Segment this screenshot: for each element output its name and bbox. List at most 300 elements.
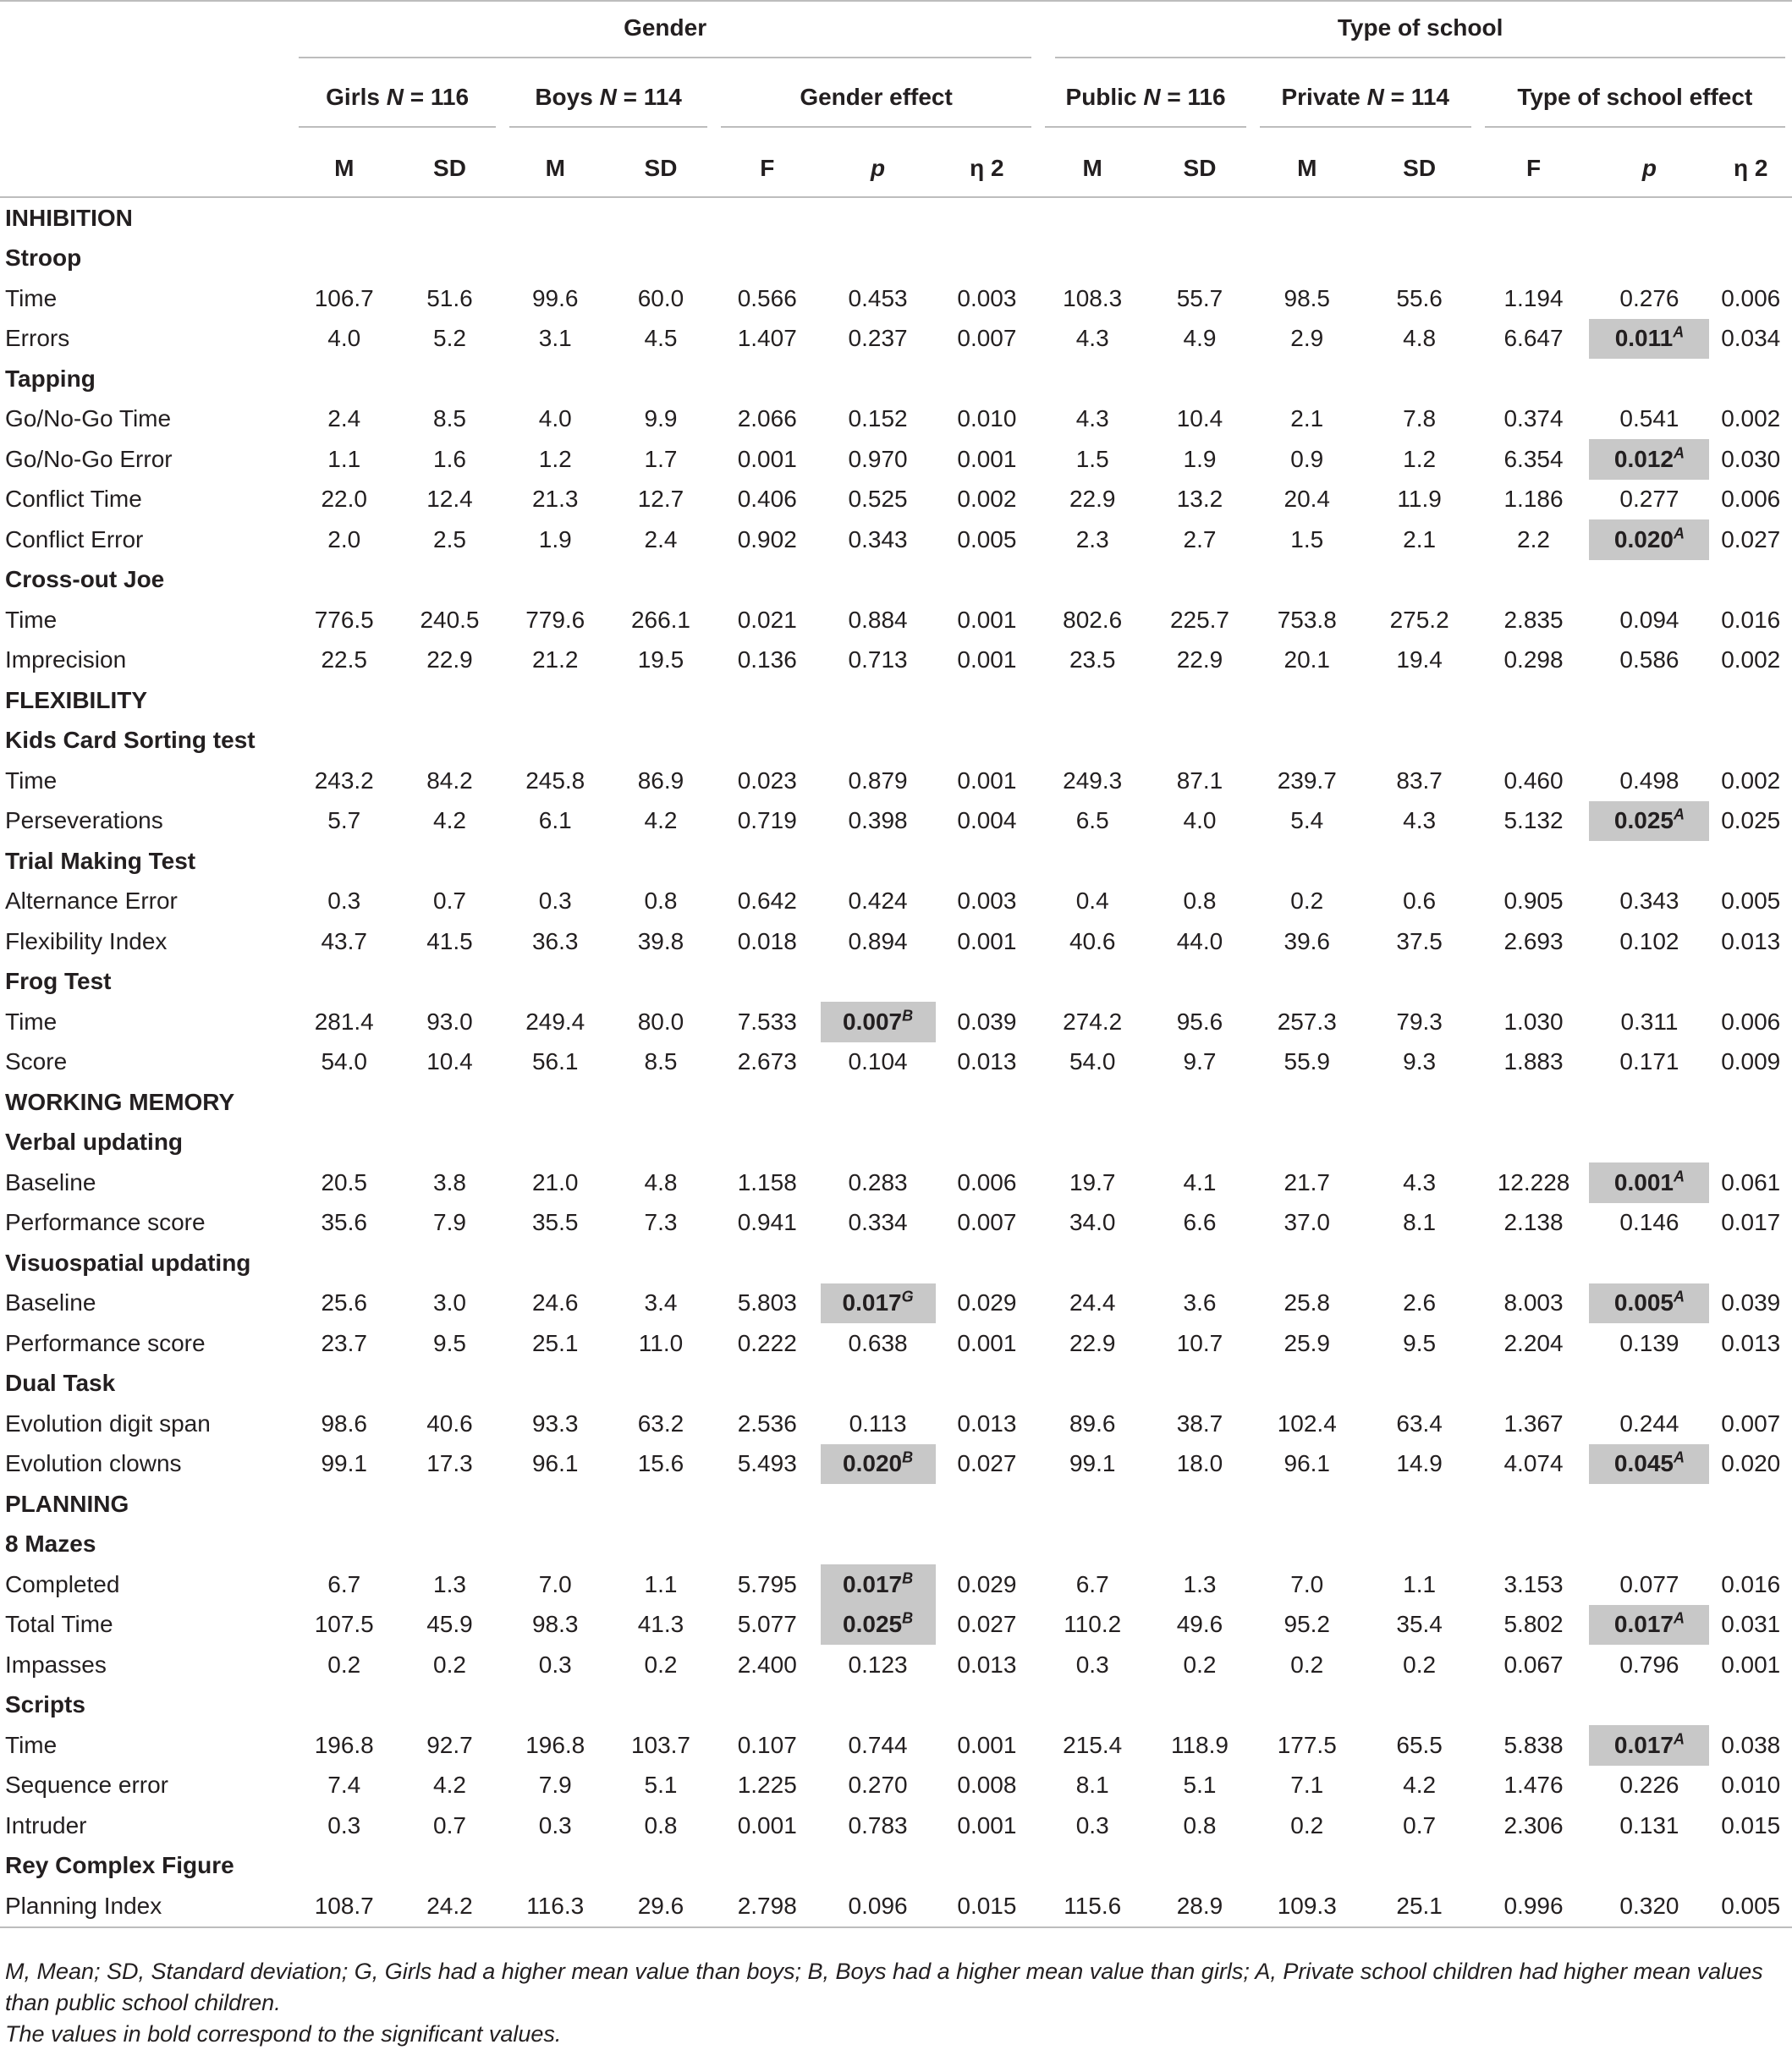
- table-row: [0, 439, 1792, 480]
- table-cell: 0.001: [957, 1811, 1017, 1838]
- table-cell: 8.5: [433, 405, 466, 432]
- table-cell: 99.1: [1069, 1450, 1116, 1477]
- subsection-row: [0, 1243, 1792, 1283]
- table-cell: 9.5: [433, 1329, 466, 1356]
- subsection-label: Visuospatial updating: [5, 1249, 251, 1276]
- table-cell: 21.0: [531, 1168, 579, 1195]
- table-cell: 0.2: [1183, 1651, 1217, 1678]
- table-cell: 20.4: [1284, 486, 1330, 513]
- table-cell: 23.7: [321, 1329, 367, 1356]
- table-cell: 0.018: [737, 927, 797, 954]
- cell-value: 0.001: [1613, 1168, 1674, 1195]
- significant-cell: [1589, 319, 1709, 360]
- table-cell: 3.0: [433, 1289, 466, 1316]
- table-row: [0, 600, 1792, 640]
- table-cell: 92.7: [426, 1731, 473, 1758]
- significant-cell: [1589, 1605, 1709, 1646]
- subgroup-header-row: [0, 71, 1792, 140]
- table-row: [0, 1042, 1792, 1083]
- table-cell: 0.222: [737, 1329, 797, 1356]
- table-cell: 19.4: [1396, 646, 1443, 673]
- significant-cell: [1589, 1283, 1709, 1324]
- table-cell: 0.001: [957, 767, 1017, 794]
- table-cell: 20.1: [1284, 646, 1330, 673]
- significance-marker: B: [902, 1569, 914, 1587]
- table-cell: 0.001: [957, 927, 1017, 954]
- table-cell: 0.4: [1075, 888, 1109, 915]
- table-cell: 0.107: [737, 1731, 797, 1758]
- table-cell: 0.023: [737, 767, 797, 794]
- table-cell: 0.123: [848, 1651, 908, 1678]
- table-cell: 0.029: [957, 1570, 1017, 1597]
- table-cell: 65.5: [1396, 1731, 1443, 1758]
- table-cell: 12.228: [1497, 1168, 1570, 1195]
- subsection-label: Stroop: [5, 245, 82, 272]
- row-label: Evolution digit span: [5, 1410, 211, 1437]
- table-cell: 1.1: [327, 445, 361, 472]
- table-cell: 0.879: [848, 767, 908, 794]
- table-cell: 7.0: [538, 1570, 572, 1597]
- table-cell: 43.7: [321, 927, 367, 954]
- table-cell: 84.2: [426, 767, 473, 794]
- col-header-4: F: [714, 140, 821, 197]
- subsection-row: [0, 1364, 1792, 1404]
- table-cell: 89.6: [1069, 1410, 1116, 1437]
- table-cell: 116.3: [503, 1886, 607, 1927]
- table-cell: 34.0: [1069, 1209, 1116, 1236]
- table-cell: 7.3: [644, 1209, 678, 1236]
- table-cell: 24.4: [1069, 1289, 1116, 1316]
- table-cell: 5.803: [737, 1289, 797, 1316]
- table-cell: 0.027: [957, 1611, 1017, 1638]
- table-cell: 0.006: [1721, 1008, 1781, 1035]
- table-cell: 0.013: [1721, 1329, 1781, 1356]
- table-cell: 95.2: [1284, 1611, 1330, 1638]
- table-cell: 0.001: [957, 1329, 1017, 1356]
- table-cell: 0.027: [1721, 525, 1781, 552]
- cell-value: 0.017: [843, 1570, 903, 1597]
- table-cell: 8.1: [1403, 1209, 1437, 1236]
- table-cell: 0.001: [957, 606, 1017, 633]
- table-cell: 13.2: [1176, 486, 1223, 513]
- table-cell: 0.077: [1619, 1570, 1679, 1597]
- table-cell: 8.5: [644, 1048, 678, 1075]
- table-cell: 86.9: [637, 767, 684, 794]
- table-cell: 4.3: [1403, 1168, 1437, 1195]
- table-cell: 4.0: [327, 325, 361, 352]
- table-row: [0, 480, 1792, 520]
- table-cell: 1.158: [737, 1168, 797, 1195]
- table-cell: 1.6: [433, 445, 466, 472]
- table-cell: 24.2: [397, 1886, 503, 1927]
- significance-marker: A: [1673, 444, 1685, 462]
- table-cell: 2.2: [1517, 525, 1550, 552]
- cell-value: 0.025: [1613, 807, 1674, 834]
- table-cell: 0.2: [1403, 1651, 1437, 1678]
- row-label: Alternance Error: [5, 888, 178, 915]
- section-label: INHIBITION: [5, 204, 133, 231]
- table-cell: 45.9: [426, 1611, 473, 1638]
- significant-cell: [821, 1564, 936, 1605]
- table-cell: 2.6: [1403, 1289, 1437, 1316]
- table-cell: 110.2: [1064, 1611, 1122, 1638]
- table-cell: 0.713: [848, 646, 908, 673]
- table-cell: 20.5: [321, 1168, 367, 1195]
- subsection-label: Scripts: [5, 1691, 85, 1718]
- table-cell: 0.8: [1183, 888, 1217, 915]
- table-cell: 80.0: [637, 1008, 684, 1035]
- gender-effect-header: Gender effect: [721, 84, 1031, 128]
- table-cell: 0.102: [1619, 927, 1679, 954]
- table-cell: 4.3: [1075, 405, 1109, 432]
- table-cell: 118.9: [1170, 1731, 1229, 1758]
- table-cell: 3.8: [433, 1168, 466, 1195]
- subsection-row: [0, 1123, 1792, 1163]
- table-cell: 40.6: [1069, 927, 1116, 954]
- table-cell: 19.7: [1069, 1168, 1116, 1195]
- significance-marker: A: [1673, 1168, 1685, 1185]
- table-cell: 25.9: [1284, 1329, 1330, 1356]
- group-header-row: [0, 1, 1792, 71]
- table-row: [0, 1404, 1792, 1444]
- table-cell: 0.139: [1619, 1329, 1679, 1356]
- table-cell: 1.9: [1183, 445, 1217, 472]
- significant-cell: [1589, 1725, 1709, 1766]
- table-cell: 0.061: [1721, 1168, 1781, 1195]
- table-cell: 0.283: [848, 1168, 908, 1195]
- table-cell: 0.007: [957, 325, 1017, 352]
- significant-cell: [821, 1283, 936, 1324]
- table-cell: 63.2: [637, 1410, 684, 1437]
- col-header-3: SD: [607, 140, 714, 197]
- table-cell: 2.4: [644, 525, 678, 552]
- table-cell: 7.0: [1290, 1570, 1324, 1597]
- table-cell: 22.0: [321, 486, 367, 513]
- table-cell: 11.0: [638, 1329, 684, 1356]
- table-cell: 38.7: [1176, 1410, 1223, 1437]
- table-cell: 28.9: [1146, 1886, 1253, 1927]
- significant-cell: [1589, 519, 1709, 560]
- table-cell: 0.001: [957, 1731, 1017, 1758]
- section-row: [0, 680, 1792, 721]
- table-cell: 0.2: [1290, 888, 1324, 915]
- table-cell: 0.276: [1619, 284, 1679, 311]
- table-cell: 10.4: [1176, 405, 1223, 432]
- table-cell: 39.6: [1284, 927, 1330, 954]
- table-cell: 1.5: [1075, 445, 1109, 472]
- table-cell: 39.8: [637, 927, 684, 954]
- table-cell: 2.536: [737, 1410, 797, 1437]
- subsection-row: [0, 239, 1792, 279]
- table-cell: 6.7: [1075, 1570, 1109, 1597]
- table-cell: 18.0: [1176, 1450, 1223, 1477]
- table-cell: 0.498: [1619, 767, 1679, 794]
- table-cell: 2.4: [327, 405, 361, 432]
- table-cell: 9.5: [1403, 1329, 1437, 1356]
- table-cell: 0.3: [538, 888, 572, 915]
- cell-value: 0.007: [843, 1008, 903, 1035]
- table-cell: 1.5: [1290, 525, 1324, 552]
- table-cell: 108.3: [1063, 284, 1123, 311]
- table-cell: 0.424: [848, 888, 908, 915]
- significant-cell: [821, 1605, 936, 1646]
- public-header: Public N = 116: [1045, 84, 1246, 128]
- table-cell: 5.132: [1503, 807, 1564, 834]
- col-header-7: M: [1038, 140, 1146, 197]
- row-label: Sequence error: [5, 1772, 169, 1799]
- table-cell: 0.3: [327, 888, 361, 915]
- table-cell: 0.009: [1721, 1048, 1781, 1075]
- table-cell: 4.074: [1503, 1450, 1564, 1477]
- table-cell: 4.2: [433, 1772, 466, 1799]
- table-cell: 0.113: [849, 1410, 907, 1437]
- table-cell: 22.9: [1176, 646, 1223, 673]
- table-cell: 274.2: [1063, 1008, 1123, 1035]
- row-label: Time: [5, 1731, 58, 1758]
- table-cell: 95.6: [1176, 1008, 1223, 1035]
- significance-marker: A: [1673, 1730, 1685, 1748]
- table-cell: 22.9: [1069, 1329, 1116, 1356]
- significance-marker: A: [1673, 323, 1685, 341]
- table-cell: 0.015: [1721, 1811, 1781, 1838]
- table-cell: 6.6: [1183, 1209, 1217, 1236]
- table-cell: 0.013: [957, 1410, 1017, 1437]
- table-cell: 9.3: [1403, 1048, 1437, 1075]
- table-cell: 1.7: [644, 445, 678, 472]
- table-cell: 239.7: [1277, 767, 1337, 794]
- table-cell: 96.1: [1284, 1450, 1330, 1477]
- table-cell: 25.1: [1361, 1886, 1478, 1927]
- row-label: Baseline: [5, 1168, 96, 1195]
- table-cell: 0.034: [1721, 325, 1781, 352]
- table-cell: 0.067: [1503, 1651, 1564, 1678]
- col-header-5: p: [821, 140, 936, 197]
- table-cell: 41.5: [426, 927, 473, 954]
- table-cell: 60.0: [637, 284, 684, 311]
- table-row: [0, 278, 1792, 319]
- table-cell: 55.6: [1396, 284, 1443, 311]
- subsection-label: Verbal updating: [5, 1129, 184, 1156]
- subsection-label: Rey Complex Figure: [5, 1852, 234, 1879]
- table-cell: 0.013: [1721, 927, 1781, 954]
- table-cell: 1.2: [538, 445, 572, 472]
- table-cell: 0.719: [737, 807, 797, 834]
- table-cell: 1.194: [1503, 284, 1564, 311]
- table-cell: 0.796: [1619, 1651, 1679, 1678]
- table-cell: 0.8: [644, 1811, 678, 1838]
- table-cell: 6.647: [1503, 325, 1564, 352]
- significant-cell: [821, 1002, 936, 1042]
- table-row: [0, 882, 1792, 922]
- table-cell: 0.017: [1721, 1209, 1781, 1236]
- table-cell: 0.311: [1620, 1008, 1679, 1035]
- cell-value: 0.017: [1613, 1731, 1674, 1758]
- table-cell: 25.6: [321, 1289, 367, 1316]
- table-cell: 4.8: [1403, 325, 1437, 352]
- table-cell: 56.1: [531, 1048, 579, 1075]
- table-cell: 0.146: [1619, 1209, 1679, 1236]
- col-header-1: SD: [397, 140, 503, 197]
- table-cell: 6.5: [1075, 807, 1109, 834]
- table-cell: 3.153: [1503, 1570, 1564, 1597]
- table-cell: 6.7: [327, 1570, 361, 1597]
- table-row: [0, 1162, 1792, 1203]
- cell-value: 0.025: [843, 1611, 903, 1638]
- table-cell: 0.3: [538, 1651, 572, 1678]
- table-cell: 0.031: [1721, 1611, 1781, 1638]
- table-cell: 8.003: [1503, 1289, 1564, 1316]
- table-cell: 0.094: [1619, 606, 1679, 633]
- table-cell: 12.4: [426, 486, 473, 513]
- table-cell: 1.407: [737, 325, 797, 352]
- table-cell: 177.5: [1277, 1731, 1337, 1758]
- table-cell: 0.226: [1619, 1772, 1679, 1799]
- table-cell: 0.334: [848, 1209, 908, 1236]
- table-cell: 0.001: [957, 646, 1017, 673]
- significance-marker: A: [1673, 525, 1685, 542]
- cell-value: 0.011: [1614, 325, 1674, 352]
- table-cell: 35.4: [1396, 1611, 1443, 1638]
- table-row: [0, 761, 1792, 801]
- table-cell: 0.030: [1721, 445, 1781, 472]
- table-cell: 0.884: [848, 606, 908, 633]
- table-row: [0, 1203, 1792, 1244]
- table-cell: 0.783: [848, 1811, 908, 1838]
- table-cell: 0.020: [1721, 1450, 1781, 1477]
- subsection-label: Frog Test: [5, 968, 112, 995]
- row-label: Imprecision: [5, 646, 127, 673]
- table-cell: 0.6: [1403, 888, 1437, 915]
- row-label: Total Time: [5, 1611, 113, 1638]
- table-cell: 275.2: [1389, 606, 1449, 633]
- table-cell: 0.004: [957, 807, 1017, 834]
- table-cell: 1.3: [1183, 1570, 1217, 1597]
- table-cell: 249.4: [525, 1008, 585, 1035]
- table-cell: 0.398: [848, 807, 908, 834]
- table-cell: 0.001: [737, 1811, 797, 1838]
- school-effect-header: Type of school effect: [1485, 84, 1785, 128]
- subsection-label: Cross-out Joe: [5, 566, 165, 593]
- table-cell: 0.894: [848, 927, 908, 954]
- table-cell: 35.5: [531, 1209, 579, 1236]
- significance-marker: A: [1673, 1448, 1685, 1466]
- subsection-row: [0, 1685, 1792, 1726]
- table-cell: 21.7: [1284, 1168, 1330, 1195]
- table-cell: 8.1: [1075, 1772, 1109, 1799]
- table-cell: 0.039: [957, 1008, 1017, 1035]
- cell-value: 0.045: [1613, 1450, 1674, 1477]
- table-cell: 1.883: [1503, 1048, 1564, 1075]
- table-cell: 107.5: [314, 1611, 374, 1638]
- table-cell: 98.3: [531, 1611, 579, 1638]
- table-cell: 54.0: [1069, 1048, 1116, 1075]
- table-cell: 2.204: [1503, 1329, 1564, 1356]
- subsection-label: Tapping: [5, 365, 96, 392]
- table-cell: 40.6: [426, 1410, 473, 1437]
- table-cell: 5.1: [1183, 1772, 1217, 1799]
- school-group-header: Type of school: [1055, 14, 1785, 58]
- table-cell: 37.5: [1396, 927, 1443, 954]
- table-cell: 4.2: [644, 807, 678, 834]
- table-cell: 41.3: [637, 1611, 684, 1638]
- cell-value: 0.017: [842, 1289, 902, 1316]
- section-row: [0, 1082, 1792, 1123]
- subsection-row: [0, 721, 1792, 761]
- row-label: Go/No-Go Time: [5, 405, 172, 432]
- table-row: [0, 640, 1792, 681]
- table-cell: 0.343: [848, 525, 908, 552]
- row-label: Time: [5, 606, 58, 633]
- col-header-8: SD: [1146, 140, 1253, 197]
- table-cell: 83.7: [1396, 767, 1443, 794]
- table-cell: 0.270: [848, 1772, 908, 1799]
- table-cell: 2.0: [327, 525, 361, 552]
- table-cell: 0.298: [1503, 646, 1564, 673]
- significance-marker: A: [1673, 1609, 1685, 1627]
- table-cell: 21.2: [531, 646, 579, 673]
- table-cell: 0.941: [737, 1209, 797, 1236]
- boys-header: Boys N = 114: [509, 84, 707, 128]
- table-row: [0, 399, 1792, 440]
- girls-header: Girls N = 116: [299, 84, 497, 128]
- table-cell: 0.406: [737, 486, 797, 513]
- table-cell: 25.1: [531, 1329, 579, 1356]
- column-header-row: [0, 140, 1792, 197]
- table-cell: 23.5: [1069, 646, 1116, 673]
- table-cell: 1.225: [737, 1772, 797, 1799]
- notes-bold-explanation: The values in bold correspond to the significant values.: [5, 2021, 562, 2047]
- table-cell: 215.4: [1063, 1731, 1123, 1758]
- table-cell: 0.525: [848, 486, 908, 513]
- table-cell: 0.2: [1290, 1651, 1324, 1678]
- table-cell: 0.021: [737, 606, 797, 633]
- table-row: [0, 921, 1792, 962]
- row-label: Conflict Time: [5, 486, 142, 513]
- table-cell: 9.7: [1183, 1048, 1217, 1075]
- cell-value: 0.012: [1613, 445, 1674, 472]
- table-cell: 0.8: [1183, 1811, 1217, 1838]
- table-cell: 3.1: [538, 325, 572, 352]
- table-cell: 106.7: [314, 284, 374, 311]
- row-label: Errors: [5, 325, 70, 352]
- table-cell: 0.006: [1721, 486, 1781, 513]
- table-cell: 79.3: [1396, 1008, 1443, 1035]
- table-cell: 93.3: [531, 1410, 579, 1437]
- table-cell: 4.2: [1403, 1772, 1437, 1799]
- subsection-row: [0, 841, 1792, 882]
- table-row: [0, 1645, 1792, 1685]
- row-label: Evolution clowns: [5, 1450, 182, 1477]
- table-row: [0, 1283, 1792, 1324]
- table-cell: 243.2: [314, 767, 374, 794]
- cell-value: 0.017: [1613, 1611, 1674, 1638]
- cell-value: 0.020: [843, 1450, 903, 1477]
- table-cell: 0.007: [1721, 1410, 1781, 1437]
- table-cell: 2.306: [1503, 1811, 1564, 1838]
- table-cell: 0.3: [538, 1811, 572, 1838]
- table-cell: 3.6: [1183, 1289, 1217, 1316]
- subsection-label: Kids Card Sorting test: [5, 727, 256, 754]
- table-cell: 0.096: [821, 1886, 936, 1927]
- col-header-13: η 2: [1709, 140, 1792, 197]
- section-label: WORKING MEMORY: [5, 1088, 235, 1115]
- table-cell: 753.8: [1277, 606, 1337, 633]
- table-cell: 0.7: [1403, 1811, 1437, 1838]
- table-cell: 2.1: [1290, 405, 1324, 432]
- table-cell: 0.586: [1619, 646, 1679, 673]
- table-cell: 0.638: [848, 1329, 908, 1356]
- table-row: [0, 1805, 1792, 1846]
